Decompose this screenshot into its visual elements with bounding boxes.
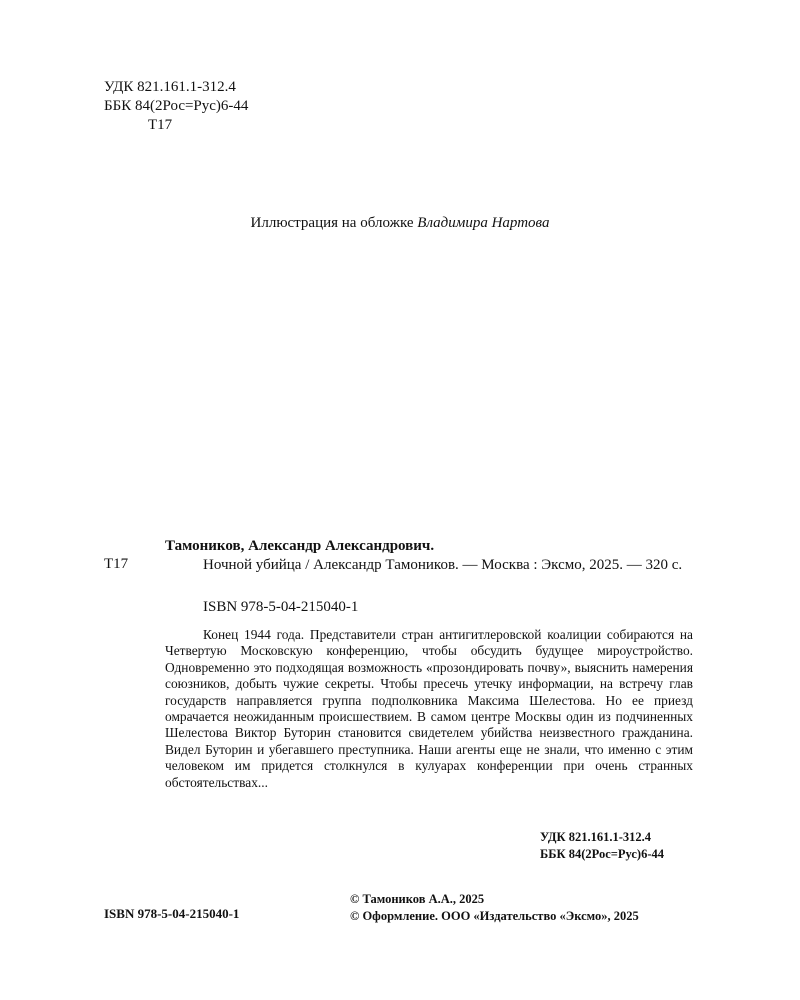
footer-isbn: ISBN 978-5-04-215040-1: [104, 906, 240, 921]
illustration-credit: [0, 215, 800, 232]
copyright-design: © Оформление. ООО «Издательство «Эксмо», 2025: [350, 909, 639, 923]
illustration-prefix: Иллюстрация на обложке: [250, 215, 414, 231]
catalog-author: Тамоников, Александр Александрович.: [165, 538, 435, 554]
classification-codes: [104, 78, 248, 135]
catalog-codes: [540, 829, 664, 863]
copyright-author: © Тамоников А.А., 2025: [350, 892, 485, 906]
bbk-code: ББК 84(2Рос=Рус)6-44: [104, 98, 249, 114]
udk-code: УДК 821.161.1-312.4: [104, 79, 236, 95]
copyright-block: [350, 891, 639, 925]
book-annotation: Конец 1944 года. Представители стран антигитлеровской коалиции собираются на Четвертую Московскую конференцию, чтобы обсудить будущее мироустройство. Одновременно это подходящая возможность «прозондировать почву», выяснить намерения союзников, добыть чужие секреты. Чтобы пресечь утечку информации, на встречу глав государств направляется группа подполковника Максима Шелестова. Но ее приезд омрачается неожиданным происшествием. В самом центре Москвы один из подчиненных Шелестова Виктор Буторин становится свидетелем убийства неизвестного гражданина. Видел Буторин и убегавшего преступника. Наши агенты еще не знали, что именно с этим человеком им придется столкнулся в кулуарах конференции при очень странных обстоятельствах...: [165, 627, 693, 790]
catalog-title-line: Ночной убийца / Александр Тамоников. — Москва : Эксмо, 2025. — 320 с.: [203, 557, 683, 573]
catalog-isbn: ISBN 978-5-04-215040-1: [203, 599, 359, 615]
illustration-artist: Владимира Нартова: [417, 215, 550, 231]
author-mark: Т17: [148, 117, 173, 133]
catalog-marker: Т17: [104, 556, 129, 572]
catalog-udk: УДК 821.161.1-312.4: [540, 830, 651, 844]
catalog-bbk: ББК 84(2Рос=Рус)6-44: [540, 847, 664, 861]
